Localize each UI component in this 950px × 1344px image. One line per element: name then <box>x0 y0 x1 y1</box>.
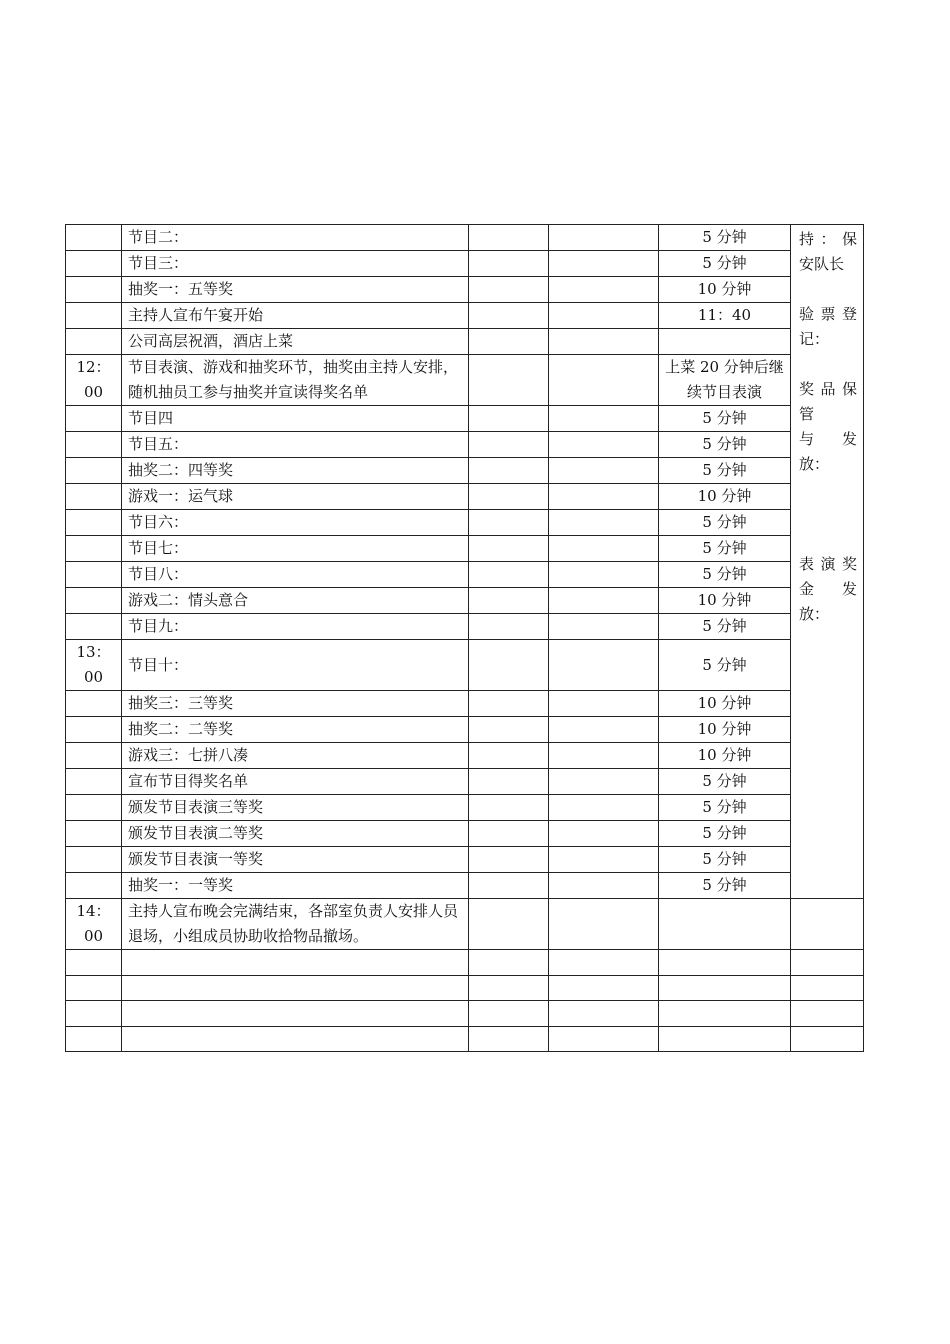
empty-cell <box>469 691 549 717</box>
time-cell <box>66 717 122 743</box>
empty-cell <box>659 975 791 1001</box>
table-row <box>66 847 864 873</box>
empty-cell <box>469 640 549 691</box>
table-row <box>66 950 864 976</box>
table-row <box>66 303 864 329</box>
item-cell: 主持人宣布晚会完满结束，各部室负责人安排人员退场，小组成员协助收拾物品撤场。 <box>122 899 469 950</box>
duration-cell: 10 分钟 <box>659 484 791 510</box>
time-cell <box>66 406 122 432</box>
empty-cell <box>469 1001 549 1027</box>
table-row <box>66 432 864 458</box>
time-cell <box>66 821 122 847</box>
item-cell: 颁发节目表演三等奖 <box>122 795 469 821</box>
empty-cell <box>469 536 549 562</box>
empty-cell <box>469 251 549 277</box>
empty-cell <box>469 847 549 873</box>
empty-cell <box>791 899 864 950</box>
empty-cell <box>66 975 122 1001</box>
time-cell <box>66 769 122 795</box>
empty-cell <box>469 743 549 769</box>
empty-cell <box>549 769 659 795</box>
duration-cell: 5 分钟 <box>659 251 791 277</box>
item-cell: 主持人宣布午宴开始 <box>122 303 469 329</box>
duration-cell: 5 分钟 <box>659 406 791 432</box>
note-ticket: 验票登 记： <box>799 305 857 348</box>
empty-cell <box>66 950 122 976</box>
empty-cell <box>469 303 549 329</box>
empty-cell <box>549 484 659 510</box>
empty-cell <box>66 1026 122 1052</box>
empty-cell <box>469 717 549 743</box>
duration-cell: 5 分钟 <box>659 562 791 588</box>
table-row <box>66 743 864 769</box>
empty-cell <box>66 1001 122 1027</box>
time-cell <box>66 225 122 251</box>
duration-cell: 5 分钟 <box>659 795 791 821</box>
empty-cell <box>659 1026 791 1052</box>
empty-cell <box>791 1001 864 1027</box>
empty-cell <box>469 355 549 406</box>
item-cell: 公司高层祝酒，酒店上菜 <box>122 329 469 355</box>
empty-cell <box>549 562 659 588</box>
empty-cell <box>549 510 659 536</box>
table-row <box>66 1001 864 1027</box>
table-row <box>66 614 864 640</box>
time-cell <box>66 536 122 562</box>
duration-cell: 10 分钟 <box>659 717 791 743</box>
time-cell <box>66 743 122 769</box>
time-cell <box>66 562 122 588</box>
empty-cell <box>549 329 659 355</box>
empty-cell <box>469 588 549 614</box>
item-cell: 节目三： <box>122 251 469 277</box>
empty-cell <box>122 1001 469 1027</box>
empty-cell <box>549 458 659 484</box>
empty-cell <box>549 614 659 640</box>
time-cell <box>66 251 122 277</box>
empty-cell <box>549 873 659 899</box>
time-cell: 13：00 <box>66 640 122 691</box>
empty-cell <box>469 406 549 432</box>
time-cell <box>66 847 122 873</box>
note-prize: 奖品保 管 与 发 放： <box>799 380 857 473</box>
duration-cell: 5 分钟 <box>659 769 791 795</box>
table-row <box>66 588 864 614</box>
empty-cell <box>791 950 864 976</box>
empty-cell <box>122 975 469 1001</box>
item-cell: 抽奖一：五等奖 <box>122 277 469 303</box>
empty-cell <box>122 950 469 976</box>
item-cell: 节目七： <box>122 536 469 562</box>
table-row <box>66 899 864 950</box>
empty-cell <box>469 950 549 976</box>
empty-cell <box>469 484 549 510</box>
empty-cell <box>659 950 791 976</box>
empty-cell <box>549 975 659 1001</box>
item-cell: 游戏三：七拼八凑 <box>122 743 469 769</box>
note-host: 持：保 安队长 <box>799 230 857 273</box>
time-cell <box>66 510 122 536</box>
item-cell: 节目五： <box>122 432 469 458</box>
empty-cell <box>549 640 659 691</box>
empty-cell <box>549 251 659 277</box>
note-performance: 表演奖 金 发 放： <box>799 555 857 623</box>
empty-cell <box>549 588 659 614</box>
time-cell: 14：00 <box>66 899 122 950</box>
empty-cell <box>791 975 864 1001</box>
time-cell <box>66 691 122 717</box>
table-row <box>66 717 864 743</box>
empty-cell <box>549 950 659 976</box>
time-cell <box>66 484 122 510</box>
empty-cell <box>469 562 549 588</box>
table-row <box>66 251 864 277</box>
empty-cell <box>469 821 549 847</box>
empty-cell <box>469 873 549 899</box>
table-row <box>66 277 864 303</box>
table-row <box>66 225 864 251</box>
empty-cell <box>549 536 659 562</box>
item-cell: 节目六： <box>122 510 469 536</box>
duration-cell: 10 分钟 <box>659 743 791 769</box>
duration-cell: 5 分钟 <box>659 821 791 847</box>
duration-cell: 上菜 20 分钟后继续节目表演 <box>659 355 791 406</box>
empty-cell <box>549 303 659 329</box>
empty-cell <box>469 614 549 640</box>
duration-cell: 10 分钟 <box>659 277 791 303</box>
empty-cell <box>549 225 659 251</box>
time-cell <box>66 277 122 303</box>
item-cell: 抽奖二：四等奖 <box>122 458 469 484</box>
empty-cell <box>469 225 549 251</box>
table-row <box>66 510 864 536</box>
empty-cell <box>549 406 659 432</box>
time-cell <box>66 795 122 821</box>
item-cell: 游戏二：情头意合 <box>122 588 469 614</box>
duration-cell: 5 分钟 <box>659 510 791 536</box>
empty-cell <box>469 277 549 303</box>
empty-cell <box>469 432 549 458</box>
duration-cell: 5 分钟 <box>659 873 791 899</box>
empty-cell <box>549 717 659 743</box>
empty-cell <box>791 1026 864 1052</box>
table-row <box>66 329 864 355</box>
table-row <box>66 355 864 406</box>
time-cell <box>66 329 122 355</box>
empty-cell <box>549 1001 659 1027</box>
item-cell: 节目十： <box>122 640 469 691</box>
empty-cell <box>549 432 659 458</box>
table-row <box>66 821 864 847</box>
item-cell: 颁发节目表演一等奖 <box>122 847 469 873</box>
empty-cell <box>549 1026 659 1052</box>
item-cell: 抽奖二：二等奖 <box>122 717 469 743</box>
duration-cell <box>659 899 791 950</box>
table-row <box>66 484 864 510</box>
empty-cell <box>549 277 659 303</box>
time-cell <box>66 614 122 640</box>
table-row <box>66 536 864 562</box>
item-cell: 游戏一：运气球 <box>122 484 469 510</box>
empty-cell <box>469 899 549 950</box>
empty-cell <box>549 899 659 950</box>
table-row <box>66 406 864 432</box>
duration-cell: 5 分钟 <box>659 225 791 251</box>
time-cell <box>66 588 122 614</box>
empty-cell <box>659 1001 791 1027</box>
duration-cell: 5 分钟 <box>659 640 791 691</box>
table-row <box>66 640 864 691</box>
empty-cell <box>469 510 549 536</box>
responsibility-notes <box>791 225 864 899</box>
empty-cell <box>469 1026 549 1052</box>
time-cell <box>66 458 122 484</box>
empty-cell <box>549 821 659 847</box>
table-row <box>66 458 864 484</box>
empty-cell <box>549 847 659 873</box>
table-row <box>66 873 864 899</box>
item-cell: 颁发节目表演二等奖 <box>122 821 469 847</box>
empty-cell <box>469 458 549 484</box>
schedule-table <box>65 224 864 1052</box>
empty-cell <box>549 691 659 717</box>
item-cell: 节目表演、游戏和抽奖环节，抽奖由主持人安排，随机抽员工参与抽奖并宣读得奖名单 <box>122 355 469 406</box>
empty-cell <box>122 1026 469 1052</box>
empty-cell <box>469 975 549 1001</box>
table-row <box>66 691 864 717</box>
item-cell: 节目四 <box>122 406 469 432</box>
duration-cell <box>659 329 791 355</box>
duration-cell: 5 分钟 <box>659 847 791 873</box>
empty-cell <box>549 355 659 406</box>
table-row <box>66 562 864 588</box>
empty-cell <box>549 795 659 821</box>
empty-cell <box>549 743 659 769</box>
duration-cell: 5 分钟 <box>659 432 791 458</box>
empty-cell <box>469 329 549 355</box>
item-cell: 节目九： <box>122 614 469 640</box>
table-row <box>66 795 864 821</box>
item-cell: 节目八： <box>122 562 469 588</box>
empty-cell <box>469 769 549 795</box>
time-cell <box>66 303 122 329</box>
empty-cell <box>469 795 549 821</box>
table-row <box>66 975 864 1001</box>
duration-cell: 10 分钟 <box>659 588 791 614</box>
item-cell: 抽奖一：一等奖 <box>122 873 469 899</box>
item-cell: 抽奖三：三等奖 <box>122 691 469 717</box>
duration-cell: 5 分钟 <box>659 536 791 562</box>
table-row <box>66 769 864 795</box>
item-cell: 节目二： <box>122 225 469 251</box>
duration-cell: 5 分钟 <box>659 458 791 484</box>
duration-cell: 10 分钟 <box>659 691 791 717</box>
duration-cell: 5 分钟 <box>659 614 791 640</box>
time-cell <box>66 432 122 458</box>
time-cell: 12：00 <box>66 355 122 406</box>
duration-cell: 11：40 <box>659 303 791 329</box>
table-row <box>66 1026 864 1052</box>
item-cell: 宣布节目得奖名单 <box>122 769 469 795</box>
time-cell <box>66 873 122 899</box>
